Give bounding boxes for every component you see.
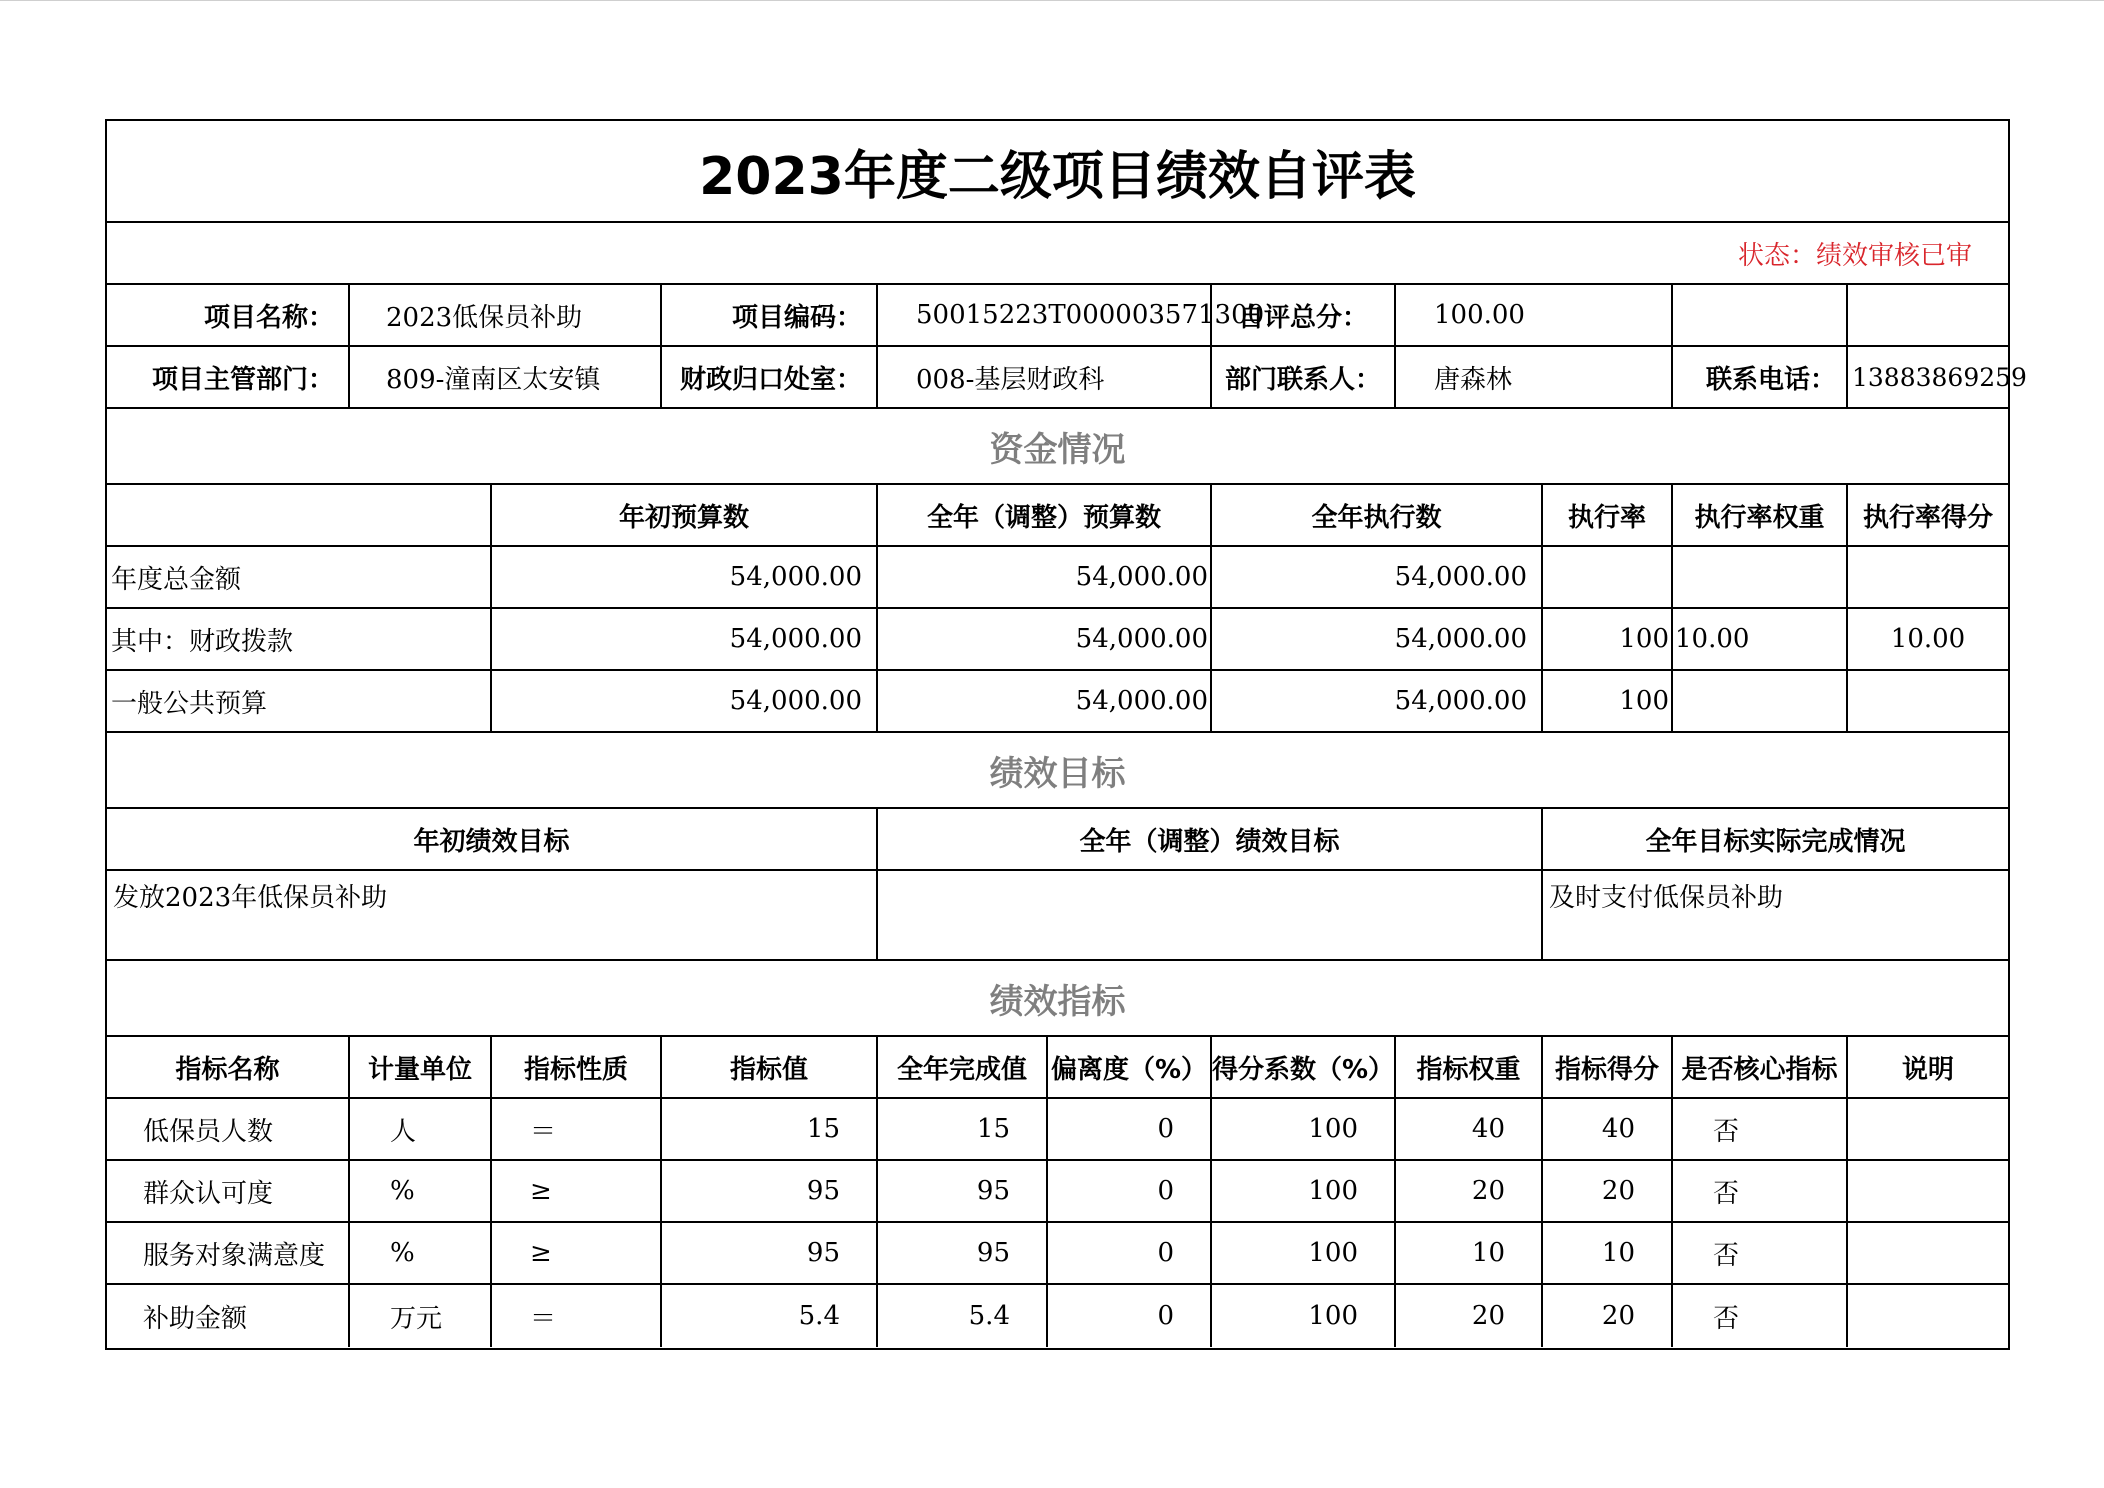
funds-row-score: 10.00 [1848,609,2008,671]
ind-row-score: 20 [1543,1161,1673,1223]
funds-row-adjusted: 54,000.00 [878,547,1212,609]
phone-value: 13883869259 [1848,347,2008,409]
ind-row-coefficient: 100 [1212,1223,1396,1285]
ind-row-deviation: 0 [1048,1099,1212,1161]
ind-row-core: 否 [1673,1285,1848,1347]
ind-row-done: 95 [878,1223,1048,1285]
ind-row-weight: 10 [1396,1223,1543,1285]
funds-row-executed: 54,000.00 [1212,547,1543,609]
ind-header-score: 指标得分 [1543,1037,1673,1099]
ind-row-done: 95 [878,1161,1048,1223]
ind-row-name: 服务对象满意度 [107,1223,350,1285]
ind-row-core: 否 [1673,1099,1848,1161]
funds-section-title: 资金情况 [107,409,2008,485]
funds-header-score: 执行率得分 [1848,485,2008,547]
ind-row-value: 95 [662,1161,878,1223]
funds-row-executed: 54,000.00 [1212,671,1543,733]
ind-row-core: 否 [1673,1161,1848,1223]
contact-value: 唐森林 [1396,347,1673,409]
ind-row-nature: ＝ [492,1099,662,1161]
goals-actual-text: 及时支付低保员补助 [1543,871,2008,961]
ind-row-name: 群众认可度 [107,1161,350,1223]
ind-row-deviation: 0 [1048,1285,1212,1347]
self-score-value: 100.00 [1396,285,1673,347]
funds-header-rate: 执行率 [1543,485,1673,547]
funds-header-adjusted: 全年（调整）预算数 [878,485,1212,547]
page-top-border [0,0,2104,1]
funds-header-empty [107,485,492,547]
ind-header-done: 全年完成值 [878,1037,1048,1099]
goals-header-actual: 全年目标实际完成情况 [1543,809,2008,871]
ind-row-unit: % [350,1161,492,1223]
ind-row-core: 否 [1673,1223,1848,1285]
ind-row-coefficient: 100 [1212,1161,1396,1223]
funds-row-name: 年度总金额 [107,547,492,609]
funds-row-score [1848,547,2008,609]
funds-header-initial: 年初预算数 [492,485,878,547]
ind-row-name: 低保员人数 [107,1099,350,1161]
ind-header-coefficient: 得分系数（%） [1212,1037,1396,1099]
ind-header-name: 指标名称 [107,1037,350,1099]
funds-row-executed: 54,000.00 [1212,609,1543,671]
goals-initial-text: 发放2023年低保员补助 [107,871,878,961]
ind-row-note [1848,1099,2008,1161]
ind-row-coefficient: 100 [1212,1099,1396,1161]
dept-value: 809-潼南区太安镇 [350,347,662,409]
funds-row-adjusted: 54,000.00 [878,609,1212,671]
ind-row-note [1848,1285,2008,1347]
ind-row-deviation: 0 [1048,1161,1212,1223]
ind-row-done: 15 [878,1099,1048,1161]
project-name-value: 2023低保员补助 [350,285,662,347]
ind-header-core: 是否核心指标 [1673,1037,1848,1099]
finance-office-value: 008-基层财政科 [878,347,1212,409]
finance-office-label: 财政归口处室： [662,347,878,409]
funds-row-rate: 100 [1543,609,1673,671]
ind-row-note [1848,1223,2008,1285]
funds-row-initial: 54,000.00 [492,609,878,671]
project-code-label: 项目编码： [662,285,878,347]
ind-row-weight: 20 [1396,1285,1543,1347]
ind-row-unit: 万元 [350,1285,492,1347]
evaluation-sheet [105,119,2027,1350]
funds-row-score [1848,671,2008,733]
ind-row-done: 5.4 [878,1285,1048,1347]
page-title: 2023年度二级项目绩效自评表 [107,121,2008,223]
status-badge: 状态：绩效审核已审 [107,223,2008,285]
funds-row-weight [1673,547,1848,609]
ind-row-weight: 20 [1396,1161,1543,1223]
goals-section-title: 绩效目标 [107,733,2008,809]
ind-row-score: 10 [1543,1223,1673,1285]
ind-row-nature: ＝ [492,1285,662,1347]
ind-row-nature: ≥ [492,1161,662,1223]
ind-row-note [1848,1161,2008,1223]
ind-row-value: 15 [662,1099,878,1161]
funds-row-rate: 100 [1543,671,1673,733]
funds-header-executed: 全年执行数 [1212,485,1543,547]
funds-row-initial: 54,000.00 [492,547,878,609]
ind-row-score: 40 [1543,1099,1673,1161]
ind-header-nature: 指标性质 [492,1037,662,1099]
funds-row-weight [1673,671,1848,733]
ind-header-deviation: 偏离度（%） [1048,1037,1212,1099]
indicators-section-title: 绩效指标 [107,961,2008,1037]
ind-row-name: 补助金额 [107,1285,350,1347]
project-name-label: 项目名称： [107,285,350,347]
ind-row-value: 5.4 [662,1285,878,1347]
funds-row-initial: 54,000.00 [492,671,878,733]
ind-row-weight: 40 [1396,1099,1543,1161]
funds-row-name: 一般公共预算 [107,671,492,733]
ind-header-note: 说明 [1848,1037,2008,1099]
ind-header-unit: 计量单位 [350,1037,492,1099]
ind-row-nature: ≥ [492,1223,662,1285]
funds-header-weight: 执行率权重 [1673,485,1848,547]
empty-cell [1848,285,2008,347]
phone-label: 联系电话： [1673,347,1848,409]
ind-header-weight: 指标权重 [1396,1037,1543,1099]
ind-row-score: 20 [1543,1285,1673,1347]
dept-label: 项目主管部门： [107,347,350,409]
goals-adjusted-text [878,871,1543,961]
ind-row-coefficient: 100 [1212,1285,1396,1347]
goals-header-adjusted: 全年（调整）绩效目标 [878,809,1543,871]
self-score-label: 自评总分： [1212,285,1396,347]
ind-row-value: 95 [662,1223,878,1285]
contact-label: 部门联系人： [1212,347,1396,409]
project-code-value: 50015223T000003571300 [878,285,1212,347]
funds-row-weight: 10.00 [1673,609,1848,671]
ind-header-value: 指标值 [662,1037,878,1099]
ind-row-unit: 人 [350,1099,492,1161]
ind-row-unit: % [350,1223,492,1285]
funds-row-adjusted: 54,000.00 [878,671,1212,733]
ind-row-deviation: 0 [1048,1223,1212,1285]
funds-row-name: 其中：财政拨款 [107,609,492,671]
funds-row-rate [1543,547,1673,609]
goals-header-initial: 年初绩效目标 [107,809,878,871]
empty-cell [1673,285,1848,347]
